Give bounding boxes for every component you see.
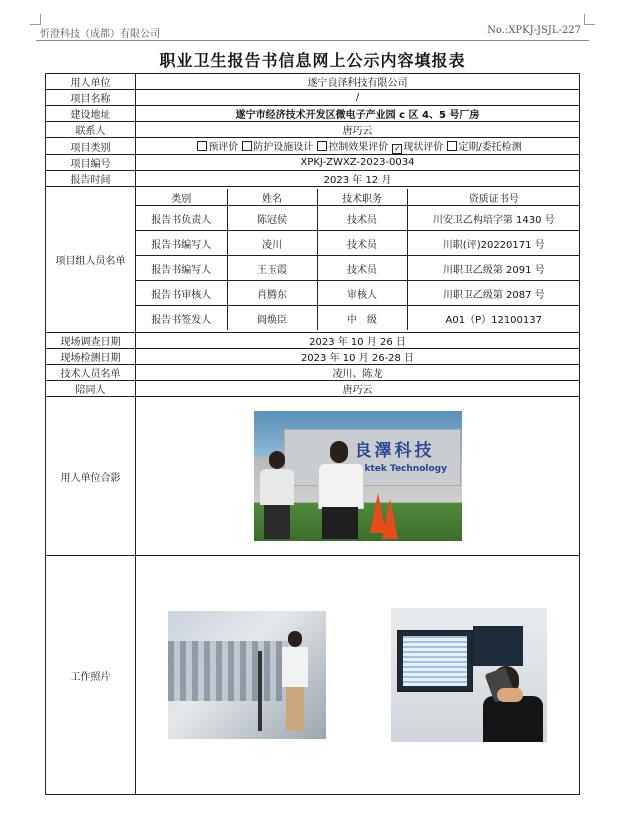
team-header-cert: 资质证书号 <box>407 189 580 206</box>
project-name-value: / <box>136 90 580 106</box>
survey-date-label: 现场调查日期 <box>46 333 136 349</box>
project-no-value: XPKJ-ZWXZ-2023-0034 <box>136 155 580 171</box>
page-title: 职业卫生报告书信息网上公示内容填报表 <box>159 51 466 70</box>
team-name: 阎焕臣 <box>227 306 317 331</box>
group-photo <box>254 411 462 541</box>
team-role: 报告书签发人 <box>136 306 227 331</box>
tech-staff-label: 技术人员名单 <box>46 365 136 381</box>
team-title: 技术员 <box>317 206 407 231</box>
tech-staff-value: 凌川、陈龙 <box>136 365 580 381</box>
team-role: 报告书编写人 <box>136 231 227 256</box>
team-name: 王玉霞 <box>227 256 317 281</box>
category-option-label: 定期/委托检测 <box>458 142 522 153</box>
work-photo-label: 工作照片 <box>46 556 136 795</box>
team-name: 肖腾东 <box>227 281 317 306</box>
team-cert: 川安卫乙构培字第 1430 号 <box>407 206 580 231</box>
sign-text: 良澤科技 <box>354 441 435 461</box>
team-rows <box>136 206 580 331</box>
group-photo-cell <box>136 397 580 556</box>
contact-label: 联系人 <box>46 122 136 138</box>
team-title: 中 级 <box>317 306 407 331</box>
team-label: 项目组人员名单 <box>46 187 136 333</box>
team-cert: A01（P）12100137 <box>407 306 580 331</box>
report-time-value: 2023 年 12 月 <box>136 171 580 187</box>
work-photo-1 <box>168 611 326 739</box>
header-doc-number: No.:XPKJ-JSJL-227 <box>487 25 581 36</box>
team-title: 审核人 <box>317 281 407 306</box>
category-checkbox[interactable]: ✓ <box>393 144 401 153</box>
category-option-label: 预评价 <box>208 142 239 153</box>
team-row <box>136 306 580 331</box>
team-table <box>136 189 580 330</box>
team-header-name: 姓名 <box>227 189 317 206</box>
team-role: 报告书审核人 <box>136 281 227 306</box>
report-time-label: 报告时间 <box>46 171 136 187</box>
crop-mark-left <box>30 14 41 25</box>
crop-mark-right <box>584 14 595 25</box>
project-no-label: 项目编号 <box>46 155 136 171</box>
employer-label: 用人单位 <box>46 74 136 90</box>
team-name: 凌川 <box>227 231 317 256</box>
sign-text-en: ktek Technology <box>364 464 447 474</box>
team-role: 报告书负责人 <box>136 206 227 231</box>
team-cert: 川职卫乙级第 2087 号 <box>407 281 580 306</box>
team-header-role: 类别 <box>136 189 227 206</box>
escort-value: 唐巧云 <box>136 381 580 397</box>
category-checkbox[interactable] <box>317 141 327 151</box>
contact-value: 唐巧云 <box>136 122 580 138</box>
team-title: 技术员 <box>317 231 407 256</box>
team-row <box>136 231 580 256</box>
survey-date-value: 2023 年 10 月 26 日 <box>136 333 580 349</box>
traffic-cone <box>382 499 398 539</box>
header-rule <box>36 40 589 41</box>
team-role: 报告书编写人 <box>136 256 227 281</box>
header-company: 忻澄科技（成都）有限公司 <box>40 29 160 40</box>
group-photo-label: 用人单位合影 <box>46 397 136 556</box>
team-row <box>136 206 580 231</box>
category-checkbox[interactable] <box>242 141 252 151</box>
project-name-label: 项目名称 <box>46 90 136 106</box>
category-options <box>136 138 580 155</box>
test-date-label: 现场检测日期 <box>46 349 136 365</box>
company-sign <box>284 429 461 486</box>
team-cert: 川职(评)20220171 号 <box>407 231 580 256</box>
info-table <box>45 73 580 795</box>
team-row <box>136 281 580 306</box>
escort-label: 陪同人 <box>46 381 136 397</box>
work-photo-2 <box>391 608 547 742</box>
category-option-label: 控制效果评价 <box>328 142 389 153</box>
address-value: 遂宁市经济技术开发区微电子产业园 c 区 4、5 号厂房 <box>136 106 580 122</box>
person-right <box>314 441 366 539</box>
category-label: 项目类别 <box>46 138 136 155</box>
team-title: 技术员 <box>317 256 407 281</box>
category-checkbox[interactable] <box>447 141 457 151</box>
category-option-label: 防护设施设计 <box>253 142 314 153</box>
category-checkbox[interactable] <box>197 141 207 151</box>
team-cert: 川职卫乙级第 2091 号 <box>407 256 580 281</box>
team-name: 陈冠侯 <box>227 206 317 231</box>
team-cell <box>136 187 580 333</box>
person-left <box>258 451 298 539</box>
employer-value: 遂宁良泽科技有限公司 <box>136 74 580 90</box>
team-row <box>136 256 580 281</box>
work-photo-cell <box>136 556 580 795</box>
category-option-label: 现状评价 <box>403 142 444 153</box>
team-header-title: 技术职务 <box>317 189 407 206</box>
address-label: 建设地址 <box>46 106 136 122</box>
test-date-value: 2023 年 10 月 26-28 日 <box>136 349 580 365</box>
